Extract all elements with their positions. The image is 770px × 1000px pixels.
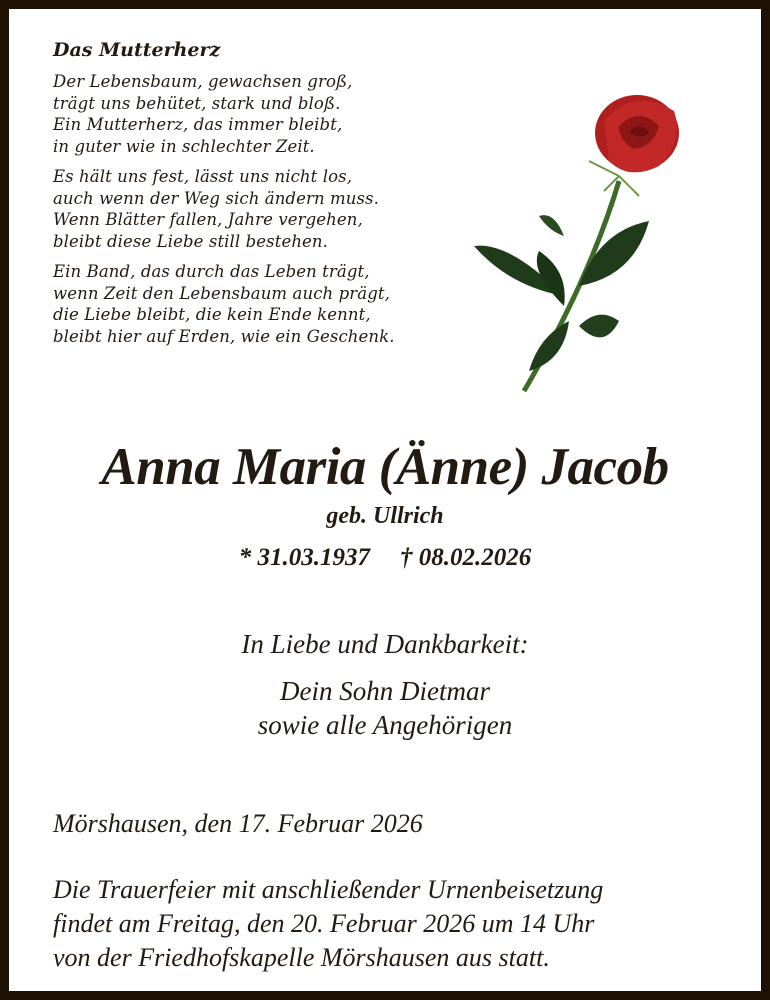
poem-line: bleibt diese Liebe still bestehen. bbox=[53, 231, 328, 251]
poem-stanza bbox=[53, 71, 395, 157]
mourner-line: sowie alle Angehörigen bbox=[257, 710, 513, 740]
poem-line: Ein Mutterherz, das immer bleibt, bbox=[53, 115, 343, 134]
poem-line: Es hält uns fest, lässt uns nicht los, bbox=[53, 167, 353, 186]
service-line: Die Trauerfeier mit anschließender Urnenbeisetzung bbox=[53, 875, 604, 904]
service-line: von der Friedhofskapelle Mörshausen aus statt. bbox=[53, 943, 550, 972]
life-dates bbox=[9, 544, 761, 572]
poem-line: Ein Band, das durch das Leben trägt, bbox=[53, 262, 370, 281]
poem-line: Der Lebensbaum, gewachsen groß, bbox=[53, 72, 353, 91]
poem-title: Das Mutterherz bbox=[53, 39, 221, 61]
poem-stanza bbox=[53, 166, 395, 252]
poem-stanza bbox=[53, 261, 395, 347]
poem-line: bleibt hier auf Erden, wie ein Geschenk. bbox=[53, 326, 395, 346]
poem bbox=[53, 39, 395, 356]
mourner-line: Dein Sohn Dietmar bbox=[280, 676, 490, 706]
poem-line: die Liebe bleibt, die kein Ende kennt, bbox=[53, 305, 371, 324]
deceased-name: Anna Maria (Änne) Jacob bbox=[101, 438, 669, 496]
born-name: geb. Ullrich bbox=[326, 503, 444, 529]
place-date: Mörshausen, den 17. Februar 2026 bbox=[53, 809, 423, 838]
mourners-intro: In Liebe und Dankbarkeit: bbox=[241, 629, 529, 659]
red-rose-icon bbox=[469, 81, 694, 396]
service-line: findet am Freitag, den 20. Februar 2026 um 14 Uhr bbox=[53, 909, 595, 938]
poem-line: Wenn Blätter fallen, Jahre vergehen, bbox=[53, 210, 363, 229]
poem-line: in guter wie in schlechter Zeit. bbox=[53, 136, 315, 156]
death-date: † 08.02.2026 bbox=[400, 544, 532, 571]
poem-line: trägt uns behütet, stark und bloß. bbox=[53, 93, 341, 113]
obituary-card bbox=[9, 9, 761, 991]
poem-line: wenn Zeit den Lebensbaum auch prägt, bbox=[53, 283, 390, 303]
service-info bbox=[53, 873, 603, 975]
mourners-list bbox=[9, 674, 761, 742]
poem-line: auch wenn der Weg sich ändern muss. bbox=[53, 188, 379, 208]
birth-date: * 31.03.1937 bbox=[238, 544, 370, 571]
